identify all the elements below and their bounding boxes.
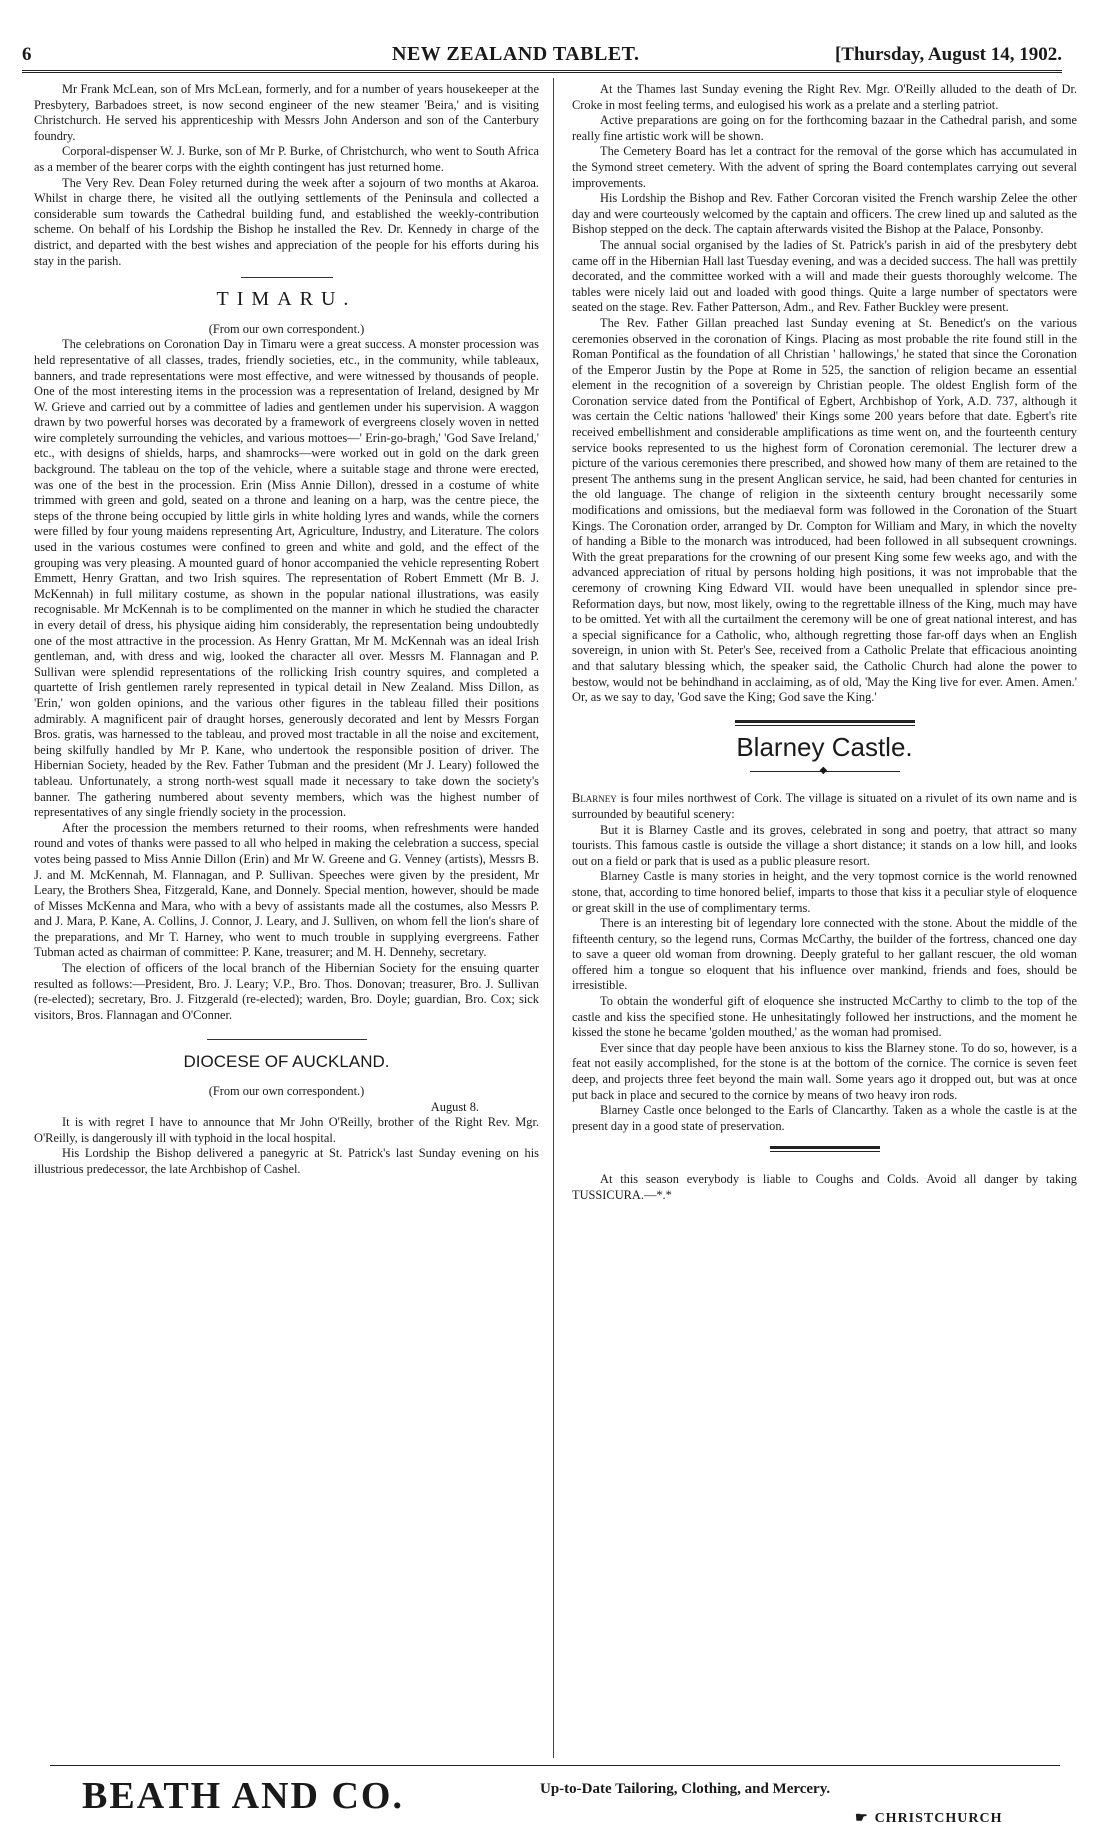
timaru-paragraph: The election of officers of the local branch of the Hibernian Society for the ensuing quarter resulted as follows:—President, Bro. J. Leary; V.P., Bro. Thos. Donovan; treasurer, Bro. J. Sullivan (re-elected); secretary, Bro. J. Fitzgerald (re-elected); warden, Bro. Doyle; guardian, Bro. Cox; sick visitors, Bros. Flannagan and O'Conner. — [34, 961, 539, 1022]
auckland-heading: DIOCESE OF AUCKLAND. — [183, 1052, 390, 1072]
tussicura-advert: At this season everybody is liable to Coughs and Colds. Avoid all danger by taking TUSSICURA.—*.* — [572, 1172, 1077, 1202]
header-rule — [22, 70, 1062, 73]
news-paragraph: The annual social organised by the ladies of St. Patrick's parish in aid of the presbytery debt came off in the Hibernian Hall last Tuesday evening, and was a decided success. The hall was prettily decorated, and the committee worked with a will and made their guests thoroughly welcome. The tables were nicely laid out and loaded with good things. Quite a large number of spectators were seated on the stage. Rev. Father Patterson, Adm., and Rev. Father Buckley were present. — [572, 237, 1077, 315]
diamond-icon: ◆ — [819, 765, 828, 777]
auckland-paragraph: His Lordship the Bishop delivered a panegyric at St. Patrick's last Sunday evening on his illustrious predecessor, the late Archbishop of Cashel. — [34, 1146, 539, 1176]
blarney-paragraph: Blarney Castle once belonged to the Earls of Clancarthy. Taken as a whole the castle is at the present day in a good state of preservation. — [572, 1103, 1077, 1133]
diamond-ornament — [750, 765, 900, 777]
auckland-paragraph: It is with regret I have to announce that Mr John O'Reilly, brother of the Right Rev. Mgr. O'Reilly, is dangerously ill with typhoid in the local hospital. — [34, 1115, 539, 1145]
blarney-lead-word: Blarney — [572, 791, 617, 806]
left-column — [34, 82, 539, 1752]
section-rule — [241, 277, 333, 278]
pointing-hand-icon: ☛ — [855, 1811, 869, 1826]
blarney-paragraph: Ever since that day people have been anxious to kiss the Blarney stone. To do so, however, is a feat not easily accomplished, for the stone is at the bottom of the cornice. The cornice is seven feet deep, and projects three feet beyond the main wall. Some years ago it dropped out, but was at once put back in place and secured to the cornice by means of two heavy iron rods. — [572, 1040, 1077, 1102]
intro-paragraph: The Very Rev. Dean Foley returned during the week after a sojourn of two months at Akaroa. Whilst in charge there, he visited all the outlying settlements of the Peninsula and collected a considerable sum towards the Cathedral building fund, and established the weekly-contribution scheme. On behalf of his Lordship the Bishop he installed the Rev. Dr. Kennedy in charge of the district, and departed with the best wishes and appreciation of the people for his efforts during his stay in the parish. — [34, 175, 539, 268]
blarney-lead-paragraph — [572, 791, 1077, 822]
news-paragraph: Active preparations are going on for the forthcoming bazaar in the Cathedral parish, and some really fine artistic work will be shown. — [572, 113, 1077, 143]
timaru-byline: (From our own correspondent.) — [208, 321, 365, 336]
blarney-paragraph: There is an interesting bit of legendary lore connected with the stone. About the middle of the fifteenth century, so the legend runs, Cormas McCarthy, the builder of the fortress, chanced one day to save a queer old woman from drowning. Deeply grateful to her gallant rescuer, the old woman offered him a tongue so eloquent that his influence over mankind, friends and foes, should be irresistible. — [572, 916, 1077, 993]
news-paragraph: At the Thames last Sunday evening the Right Rev. Mgr. O'Reilly alluded to the death of Dr. Croke in most feeling terms, and eulogised his work as a prelate and a sterling patriot. — [572, 82, 1077, 112]
end-double-rule — [770, 1146, 880, 1152]
auckland-dateline: August 8. — [430, 1099, 479, 1114]
news-paragraph: His Lordship the Bishop and Rev. Father Corcoran visited the French warship Zelee the other day and were courteously welcomed by the captain and officers. The crew lined up and saluted as the Bishop stepped on the deck. The captain afterwards visited the Bishop at the Palace, Ponsonby. — [572, 191, 1077, 237]
blarney-heading: Blarney Castle. — [736, 731, 913, 762]
footer-rule — [50, 1765, 1060, 1766]
news-paragraph: The Rev. Father Gillan preached last Sunday evening at St. Benedict's on the various ceremonies observed in the coronation of Kings. Placing as most probable the rite found still in the Roman Pontifical as the foundation of all Christian ' hallowings,' he stated that since the Coronation of the Emperor Justin by the Pope at Rome in 525, the sanction of religion became an essential element in the recognition of a sovereign by Christian people. The oldest English form of the Coronation service dated from the Pontifical of Egbert, Archbishop of York, A.D. 737, although it was certain the Celtic nations 'hallowed' their Kings some 200 years before that date. Egbert's rite received embellishment and considerable amplifications as time went on, and the fourteenth century service books represented to us the highest form of Coronation ceremonial. The lecturer drew a picture of the various ceremonies there prescribed, and showed how many of them are retained to the present The anthems sung in the present Anglican service, he said, had been chanted for centuries in the old language. The change of religion in the sixteenth century brought necessarily some modifications and omissions, but the mediaeval form was followed in the Coronation of the Stuart Kings. The Coronation order, arranged by Dr. Compton for William and Mary, in which the novelty of handing a Bible to the monarch was introduced, had been followed in all subsequent crownings. With the great preparations for the crowning of our present King some few weeks ago, and with the advanced appreciation of ritual by persons holding high positions, it was not improbable that the ceremony of crowning King Edward VII. would have been unequalled in splendor since pre-Reformation days, but now, most likely, owing to the regrettable illness of the King, much may have to be omitted. Yet with all the curtailment the ceremony will be one of great national interest, and has a special significance for a Catholic, who, although regretting those far-off days when an English sovereign, in union with St. Peter's See, received from a Catholic Prelate that efficacious anointing and that salutary blessing which, the speaker said, the Catholic Church had alone the power to bestow, would not be behindhand in acclaiming, as of old, 'May the King live for ever. Amen. Amen.' Or, as we say to day, 'God save the King; God save the King.' — [572, 315, 1077, 705]
page-number: 6 — [22, 44, 32, 65]
intro-paragraph: Corporal-dispenser W. J. Burke, son of Mr P. Burke, of Christchurch, who went to South Africa as a member of the bearer corps with the eighth contingent has just returned home. — [34, 144, 539, 174]
footer-city: CHRISTCHURCH — [874, 1811, 1003, 1826]
timaru-paragraph: The celebrations on Coronation Day in Timaru were a great success. A monster procession was held representative of all classes, trades, friendly societies, etc., in the community, while tableaux, banners, and trade representations were most effective, and were witnessed by thousands of people. One of the most interesting items in the procession was a representation of Ireland, designed by Mr W. Grieve and carried out by a committee of ladies and gentlemen under his supervision. A waggon drawn by two powerful horses was decorated by a framework of evergreens closely woven in netted wire completely surrounding the vehicles, and various mottoes—' Erin-go-bragh,' 'God Save Ireland,' etc., with designs of shields, harps, and shamrocks—were worked out in gold on the dark green background. The tableau on the top of the vehicle, where a suitable stage and throne were erected, was one of the best in the procession. Erin (Miss Annie Dillon), dressed in a costume of white trimmed with green and gold, seated on a throne and leaning on a harp, was the centre piece, the steps of the throne being occupied by little girls in white holding lyres and wands, while the corners were filled by four young maidens representing Art, Agriculture, Industry, and Literature. The colors used in the various costumes were confined to green and white and gold, and the effect of the grouping was very pleasing. A mounted guard of honor accompanied the vehicle representing Robert Emmett, Henry Grattan, and two Irish squires. The representation of Robert Emmett (Mr B. J. McKennah) in full military costume, as shown in the popular national illustrations, was easily recognisable. Mr McKennah is to be complimented on the manner in which he studied the character in every detail of dress, his physique aiding him considerably, the representation being undoubtedly one of the most attractive in the procession. As Henry Grattan, Mr M. McKennah was an ideal Irish gentleman, and, with dress and wig, looked the character all over. Messrs M. Flannagan and P. Sullivan were splendid representations of the rollicking Irish country squires, and completed a quartette of Irish gentlemen rarely represented in typical detail in New Zealand. Miss Dillon, as 'Erin,' won golden opinions, and the various other figures in the tableau filled their positions admirably. A magnificent pair of draught horses, generously decorated and lent by Messrs Forgan Bros. gratis, was harnessed to the tableau, and proved most tractable in all the noise and excitement, being skilfully handled by Mr P. Kane, who undertook the responsible position of driver. The Hibernian Society, headed by the Rev. Father Tubman and the president (Mr J. Leary) followed the tableau. Unfortunately, a strong north-west squall made it necessary to take down the society's banner. The gathering numbered about seventy members, which was the highest number of representatives of any single friendly society in the procession. — [34, 337, 539, 820]
section-rule — [207, 1039, 367, 1040]
page-header — [0, 40, 1114, 70]
masthead: NEW ZEALAND TABLET. — [392, 43, 640, 65]
news-paragraph: The Cemetery Board has let a contract for the removal of the gorse which has accumulated in the Symond street cemetery. With the advent of spring the Board contemplates carrying out several improvements. — [572, 144, 1077, 190]
right-column — [572, 82, 1077, 1752]
footer-tagline: Up-to-Date Tailoring, Clothing, and Mercery. — [540, 1781, 831, 1797]
issue-date: [Thursday, August 14, 1902. — [834, 44, 1062, 65]
blarney-paragraph: To obtain the wonderful gift of eloquence she instructed McCarthy to climb to the top of the castle and kiss the specified stone. He unhesitatingly followed her instructions, and the moment he kissed the stone he became 'golden mouthed,' as the woman had promised. — [572, 994, 1077, 1040]
timaru-paragraph: After the procession the members returned to their rooms, when refreshments were handed round and votes of thanks were passed to all who helped in making the celebration a success, special votes being passed to Miss Annie Dillon (Erin) and Mr W. Greene and G. Venney (artists), Messrs B. J. and M. McKennah, M. Flannagan, and P. Sullivan. Speeches were given by the president, Mr Leary, the Brothers Shea, Fitzgerald, Kane, and Donnely. Special mention, however, should be made of Misses McKenna and Mara, who with a bevy of assistants made all the costumes, also Messrs P. and J. Mara, P. Kane, A. Collins, J. Connor, J. Leary, and J. Sulliven, on whom fell the lion's share of the preparations, and Mr T. Harney, who went to much trouble in supplying evergreens. Father Tubman acted as chairman of committee: P. Kane, treasurer; and M. H. Dennehy, secretary. — [34, 820, 539, 960]
footer-city-line — [855, 1810, 1002, 1827]
section-double-rule — [735, 720, 915, 726]
column-divider — [553, 78, 554, 1758]
auckland-byline: (From our own correspondent.) — [208, 1084, 365, 1099]
footer-brand: BEATH AND CO. — [82, 1775, 404, 1817]
intro-paragraph: Mr Frank McLean, son of Mrs McLean, formerly, and for a number of years housekeeper at the Presbytery, Barbadoes street, is now second engineer of the new steamer 'Beira,' and is visiting Christchurch. He served his apprenticeship with Messrs John Anderson and son of the Canterbury foundry. — [34, 82, 539, 143]
blarney-paragraph: But it is Blarney Castle and its groves, celebrated in song and poetry, that attract so many tourists. This famous castle is outside the village a short distance; it stands on a low hill, and looks out on a field or park that is used as a public pleasure resort. — [572, 822, 1077, 868]
blarney-paragraph: Blarney Castle is many stories in height, and the very topmost cornice is the world renowned stone, that, according to time honored belief, imparts to those that kiss it a peculiar style of eloquence or great skill in the use of complimentary terms. — [572, 869, 1077, 915]
timaru-heading: TIMARU. — [216, 288, 357, 311]
blarney-lead-text: is four miles northwest of Cork. The village is situated on a rivulet of its own name and is surrounded by beautiful scenery: — [572, 791, 1077, 821]
